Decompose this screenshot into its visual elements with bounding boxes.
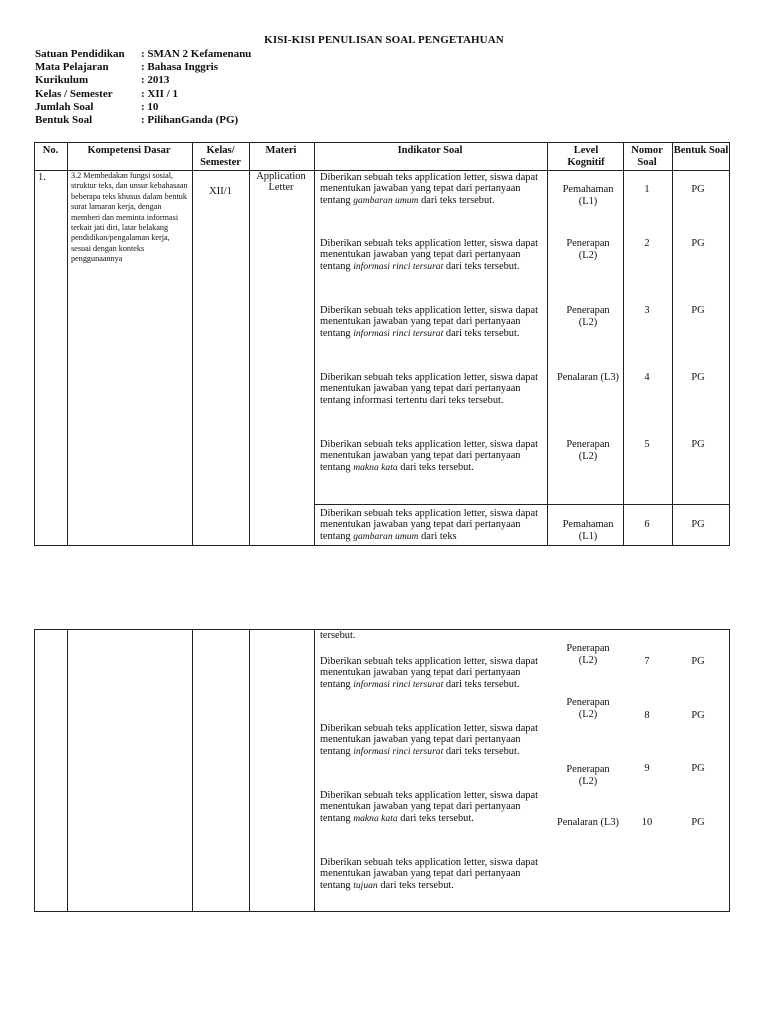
indicator-text-emphasis: informasi rinci tersurat xyxy=(353,260,444,272)
question-form: PG xyxy=(691,763,705,774)
indicator-text-plain: dari teks tersebut. xyxy=(397,461,474,473)
indicator-text-plain: dari teks tersebut. xyxy=(377,879,454,891)
meta-key: Mata Pelajaran xyxy=(35,61,109,74)
header-kompetensi-dasar: Kompetensi Dasar xyxy=(87,145,171,156)
meta-key: Kelas / Semester xyxy=(35,87,113,100)
meta-row xyxy=(35,114,251,127)
meta-key: Bentuk Soal xyxy=(35,114,93,127)
question-number: 6 xyxy=(644,519,650,530)
kompetensi-dasar-text: 3.2 Membedakan fungsi sosial, struktur teks, dan unsur kebahasaan beberapa teks khusus dalam bentuk surat lamaran kerja, dengan memberi dan meminta informasi terkait jati diri, latar belakang pendidikan/pengalaman kerja, sesuai dengan konteks penggunaannya xyxy=(71,171,188,264)
question-form: PG xyxy=(691,519,705,530)
indicator-text-plain: dari teks tersebut. xyxy=(418,194,495,206)
indicator-text-plain: Diberikan sebuah teks application letter, siswa dapat menentukan jawaban yang tepat dari pertanyaan tentang xyxy=(320,305,539,339)
indicator-text-emphasis: gambaran umum xyxy=(353,530,419,542)
indicator-text-carryover: tersebut. xyxy=(320,630,356,641)
indicator-text-emphasis: informasi rinci tersurat xyxy=(353,327,444,339)
kelas-semester-value: XII/1 xyxy=(209,186,232,197)
header-level-kognitif: Level Kognitif xyxy=(567,145,605,168)
indicator-text xyxy=(320,790,545,824)
indicator-text xyxy=(320,439,545,473)
meta-value: : XII / 1 xyxy=(141,87,178,100)
indicator-text-plain: dari teks tersebut. xyxy=(443,678,520,690)
indicator-text-emphasis: makna kata xyxy=(353,461,398,473)
header-nomor-soal: Nomor Soal xyxy=(631,145,663,168)
indicator-text-emphasis: tujuan xyxy=(353,879,378,891)
materi-value: Application Letter xyxy=(256,171,306,194)
header-kelas-semester: Kelas/ Semester xyxy=(200,145,241,168)
meta-value: : SMAN 2 Kefamenanu xyxy=(141,48,252,60)
meta-value: : 2013 xyxy=(141,74,170,87)
question-number: 7 xyxy=(644,656,650,667)
question-number: 4 xyxy=(644,372,650,383)
level-kognitif: Penerapan (L2) xyxy=(566,305,610,328)
indicator-text-emphasis: makna kata xyxy=(353,812,398,824)
question-form: PG xyxy=(691,305,705,316)
indicator-text-plain: Diberikan sebuah teks application letter, siswa dapat menentukan jawaban yang tepat dari pertanyaan tentang xyxy=(320,172,539,206)
indicator-text-emphasis: informasi rinci tersurat xyxy=(353,678,444,690)
indicator-text xyxy=(320,857,545,891)
meta-key: Satuan Pendidikan xyxy=(35,48,125,60)
question-number: 9 xyxy=(644,763,650,774)
indicator-text-plain: dari teks tersebut. xyxy=(443,327,520,339)
meta-value: : 10 xyxy=(141,100,159,113)
indicator-text-plain: Diberikan sebuah teks application letter, siswa dapat menentukan jawaban yang tepat dari pertanyaan tentang informasi tertentu dari teks tersebut. xyxy=(320,372,539,406)
level-kognitif: Penalaran (L3) xyxy=(556,817,620,828)
question-form: PG xyxy=(691,817,705,828)
indicator-text-plain: Diberikan sebuah teks application letter, siswa dapat menentukan jawaban yang tepat dari pertanyaan tentang xyxy=(320,857,539,891)
row-number: 1. xyxy=(38,172,46,183)
indicator-text xyxy=(320,172,545,206)
indicator-text xyxy=(320,372,545,406)
indicator-text-plain: dari teks tersebut. xyxy=(397,812,474,824)
meta-value: : Bahasa Inggris xyxy=(141,61,219,74)
level-kognitif: Pemahaman (L1) xyxy=(562,519,614,542)
document-meta xyxy=(35,48,251,127)
indicator-text xyxy=(320,723,545,757)
indicator-text xyxy=(320,656,545,690)
level-kognitif: Penerapan (L2) xyxy=(566,643,610,666)
indicator-text-plain: Diberikan sebuah teks application letter, siswa dapat menentukan jawaban yang tepat dari pertanyaan tentang xyxy=(320,723,539,757)
document-title: KISI-KISI PENULISAN SOAL PENGETAHUAN xyxy=(264,34,504,46)
meta-row xyxy=(35,61,251,74)
meta-row xyxy=(35,88,251,101)
header-bentuk-soal: Bentuk Soal xyxy=(673,145,729,156)
indicator-text-plain: Diberikan sebuah teks application letter, siswa dapat menentukan jawaban yang tepat dari pertanyaan tentang xyxy=(320,238,539,272)
indicator-text xyxy=(320,238,545,272)
meta-key: Jumlah Soal xyxy=(35,100,94,113)
indicator-text-emphasis: gambaran umum xyxy=(353,194,419,206)
indicator-text-plain: dari teks tersebut. xyxy=(443,745,520,757)
question-form: PG xyxy=(691,184,705,195)
header-no: No. xyxy=(42,145,59,156)
question-number: 8 xyxy=(644,710,650,721)
level-kognitif: Penerapan (L2) xyxy=(566,697,610,720)
indicator-text xyxy=(320,305,545,339)
question-form: PG xyxy=(691,439,705,450)
indicator-text-plain: dari teks tersebut. xyxy=(443,260,520,272)
indicator-text-plain: dari teks xyxy=(418,530,457,542)
level-kognitif: Pemahaman (L1) xyxy=(562,184,614,207)
question-number: 5 xyxy=(644,439,650,450)
indicator-text-plain: Diberikan sebuah teks application letter, siswa dapat menentukan jawaban yang tepat dari pertanyaan tentang xyxy=(320,508,539,542)
level-kognitif: Penerapan (L2) xyxy=(566,764,610,787)
header-materi: Materi xyxy=(265,145,297,156)
question-number: 3 xyxy=(644,305,650,316)
indicator-text-emphasis: informasi rinci tersurat xyxy=(353,745,444,757)
question-number: 1 xyxy=(644,184,650,195)
indicator-text-plain: Diberikan sebuah teks application letter, siswa dapat menentukan jawaban yang tepat dari pertanyaan tentang xyxy=(320,656,539,690)
indicator-text-plain: Diberikan sebuah teks application letter, siswa dapat menentukan jawaban yang tepat dari pertanyaan tentang xyxy=(320,439,539,473)
level-kognitif: Penerapan (L2) xyxy=(566,439,610,462)
question-form: PG xyxy=(691,710,705,721)
indicator-text xyxy=(320,508,545,542)
question-form: PG xyxy=(691,372,705,383)
question-number: 10 xyxy=(641,817,653,828)
meta-value: : PilihanGanda (PG) xyxy=(141,114,239,127)
meta-row xyxy=(35,48,251,61)
indicator-text-plain: Diberikan sebuah teks application letter, siswa dapat menentukan jawaban yang tepat dari pertanyaan tentang xyxy=(320,790,539,824)
meta-row xyxy=(35,101,251,114)
level-kognitif: Penerapan (L2) xyxy=(566,238,610,261)
question-number: 2 xyxy=(644,238,650,249)
level-kognitif: Penalaran (L3) xyxy=(556,372,620,383)
meta-key: Kurikulum xyxy=(35,74,89,87)
question-form: PG xyxy=(691,238,705,249)
question-form: PG xyxy=(691,656,705,667)
meta-row xyxy=(35,74,251,87)
header-indikator-soal: Indikator Soal xyxy=(397,145,463,156)
